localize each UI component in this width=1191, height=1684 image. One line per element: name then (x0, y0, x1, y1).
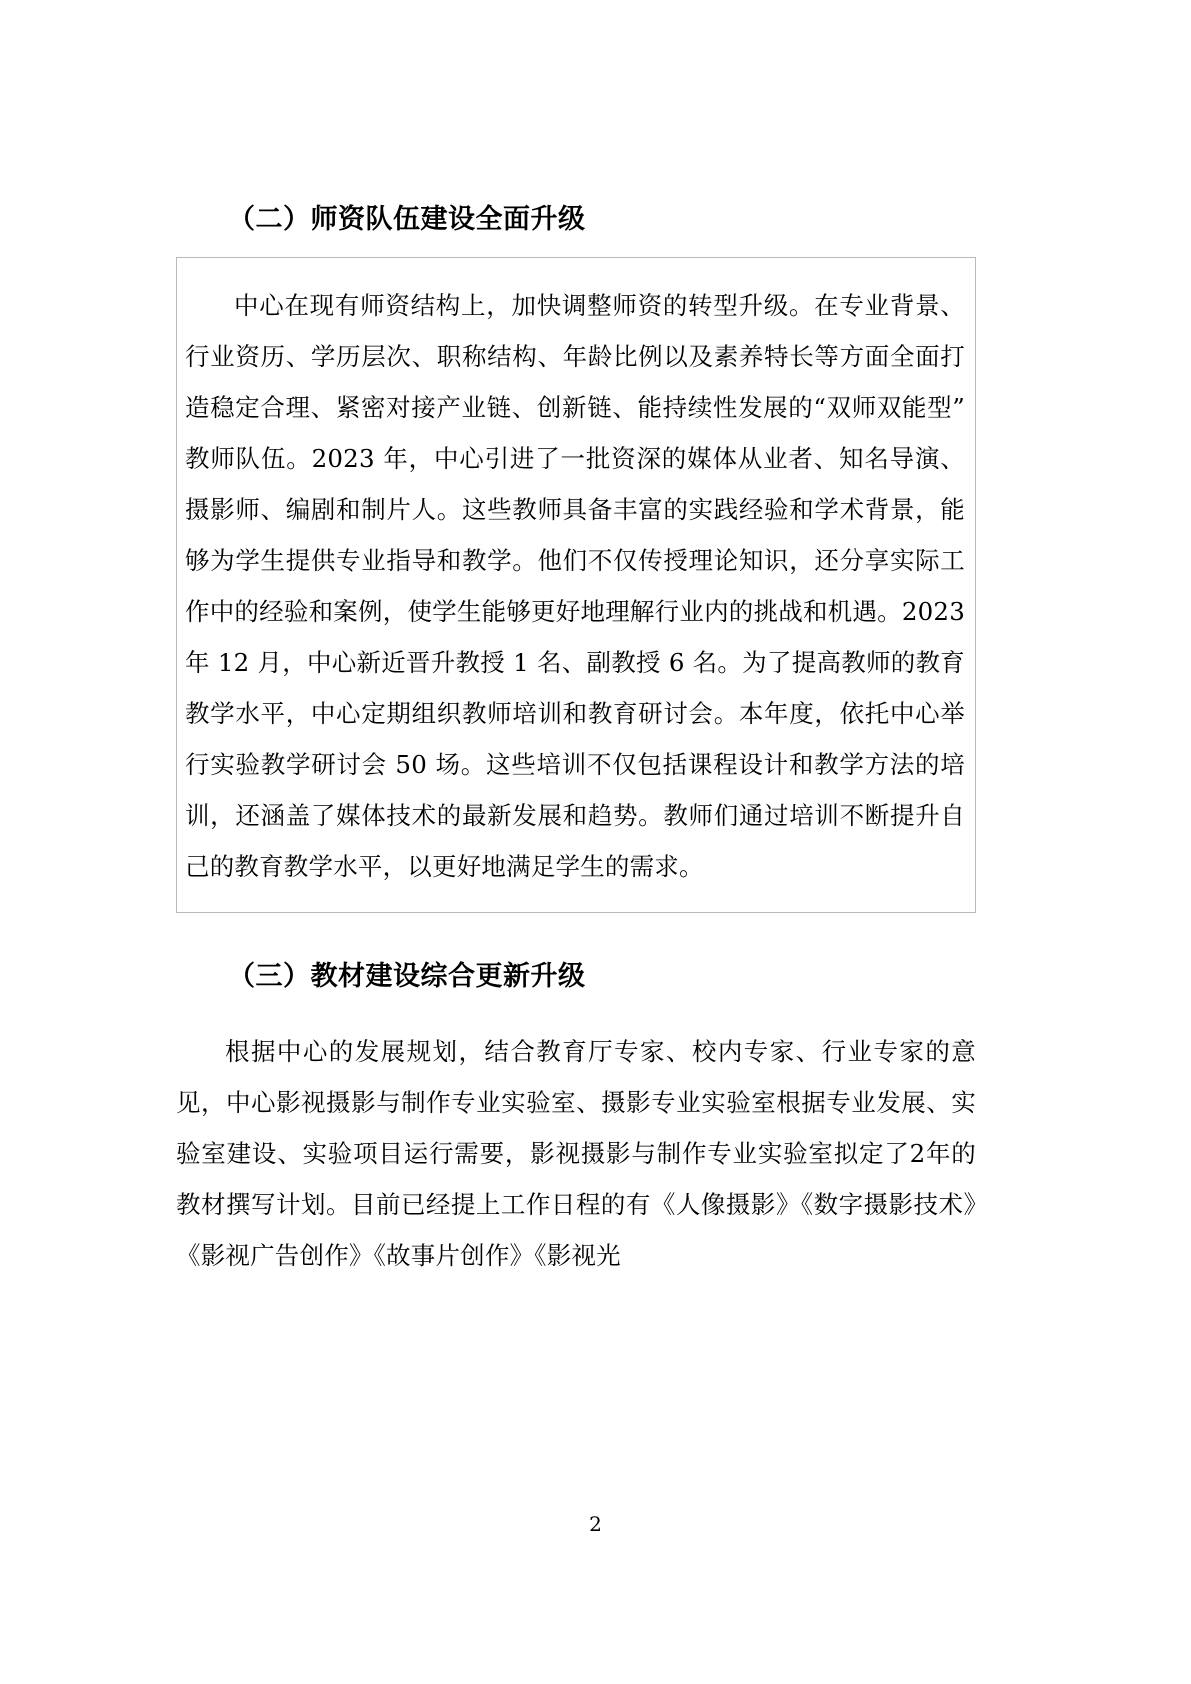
section-heading-3: （三）教材建设综合更新升级 (228, 961, 586, 993)
section-body-3: 根据中心的发展规划，结合教育厅专家、校内专家、行业专家的意见，中心影视摄影与制作专业实验室、摄影专业实验室根据专业发展、实验室建设、实验项目运行需要，影视摄影与制作专业实验室拟定了2年的教材撰写计划。目前已经提上工作日程的有《人像摄影》《数字摄影技术》《影视广告创作》《故事片创作》《影视光 (176, 1037, 976, 1271)
boxed-paragraph-container (176, 257, 976, 913)
page-content (176, 200, 976, 1281)
page-number: 2 (589, 1512, 602, 1536)
section-body-2: 中心在现有师资结构上，加快调整师资的转型升级。在专业背景、行业资历、学历层次、职称结构、年龄比例以及素养特长等方面全面打造稳定合理、紧密对接产业链、创新链、能持续性发展的“双师双能型”教师队伍。2023 年，中心引进了一批资深的媒体从业者、知名导演、摄影师、编剧和制片人。这些教师具备丰富的实践经验和学术背景，能够为学生提供专业指导和教学。他们不仅传授理论知识，还分享实际工作中的经验和案例，使学生能够更好地理解行业内的挑战和机遇。2023 年 12 月，中心新近晋升教授 1 名、副教授 6 名。为了提高教师的教育教学水平，中心定期组织教师培训和教育研讨会。本年度，依托中心举行实验教学研讨会 50 场。这些培训不仅包括课程设计和教学方法的培训，还涵盖了媒体技术的最新发展和趋势。教师们通过培训不断提升自己的教育教学水平，以更好地满足学生的需求。 (185, 291, 965, 882)
section-heading-2: （二）师资队伍建设全面升级 (228, 204, 586, 235)
spacer (176, 913, 976, 957)
spacer (176, 996, 976, 1026)
